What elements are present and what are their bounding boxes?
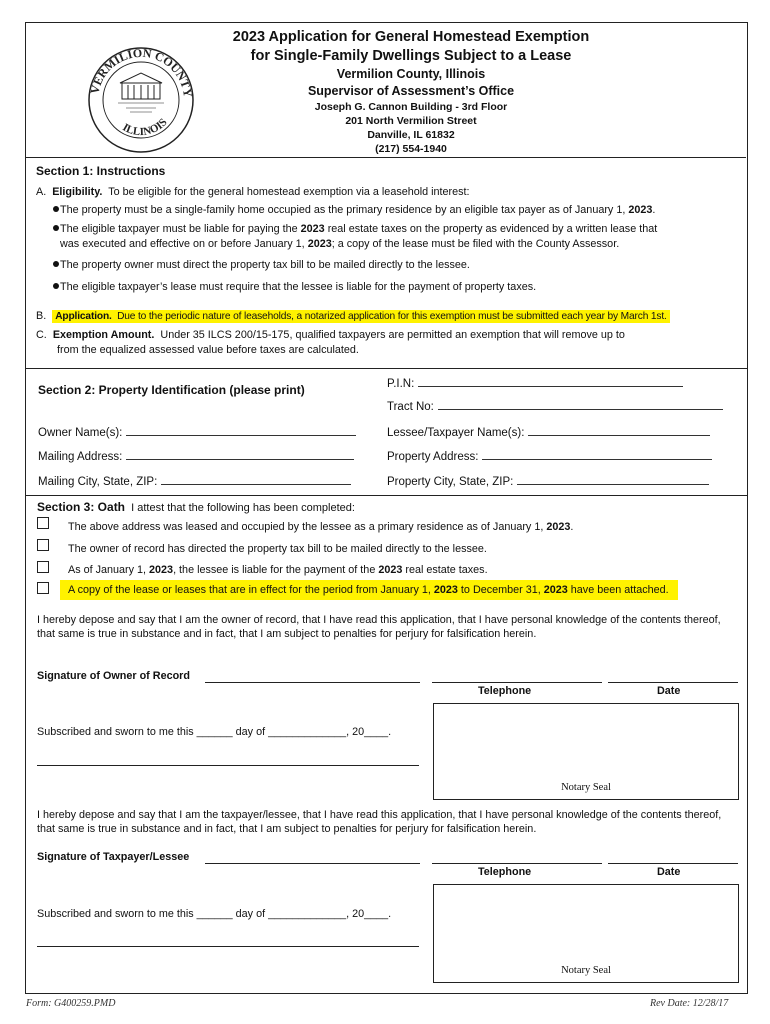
owner-signature-line[interactable] xyxy=(205,682,420,683)
property-city-field[interactable]: Property City, State, ZIP: xyxy=(387,475,709,488)
mailing-address-field[interactable]: Mailing Address: xyxy=(38,450,354,463)
taxpayer-notary-signature-line[interactable] xyxy=(37,946,419,947)
owner-signature-label: Signature of Owner of Record xyxy=(37,670,190,682)
taxpayer-sworn-text: Subscribed and sworn to me this ______ day of _____________, 20____. xyxy=(37,908,392,920)
eligibility-line xyxy=(36,185,736,199)
tract-field[interactable]: Tract No: xyxy=(387,400,723,413)
taxpayer-depose-text: I hereby depose and say that I am the taxpayer/lessee, that I have read this application, that I have personal knowledge of the contents thereof, that same is true in substance and in fact, that I am subject to penalties for perjury for falsification herein. xyxy=(37,809,722,835)
oath-checkbox-1[interactable] xyxy=(37,517,49,529)
oath-item-2: The owner of record has directed the property tax bill to be mailed directly to the lessee. xyxy=(68,543,487,555)
bullet-1: The property must be a single-family home occupied as the primary residence by an eligible tax payer as of January 1, 2023. xyxy=(60,203,720,217)
section-divider xyxy=(25,495,748,496)
owner-name-field[interactable]: Owner Name(s): xyxy=(38,426,356,439)
owner-sworn-text: Subscribed and sworn to me this ______ day of _____________, 20____. xyxy=(37,726,392,738)
owner-notary-signature-line[interactable] xyxy=(37,765,419,766)
oath-checkbox-3[interactable] xyxy=(37,561,49,573)
notary-seal-label: Notary Seal xyxy=(561,965,611,976)
taxpayer-notary-seal-box xyxy=(433,884,739,983)
taxpayer-signature-label: Signature of Taxpayer/Lessee xyxy=(37,851,190,863)
section1-title: Section 1: Instructions xyxy=(36,164,166,178)
section3-intro: I attest that the following has been completed: xyxy=(131,502,355,514)
lessee-name-field[interactable]: Lessee/Taxpayer Name(s): xyxy=(387,426,710,439)
section3-header xyxy=(37,500,355,514)
a-letter: A. xyxy=(36,186,47,198)
exemption-text-cont: from the equalized assessed value before taxes are calculated. xyxy=(57,344,359,356)
revision-date: Rev Date: 12/28/17 xyxy=(650,998,729,1009)
office-name: Supervisor of Assessment’s Office xyxy=(307,84,515,98)
oath-item-4: A copy of the lease or leases that are in effect for the period from January 1, 2023 to December 31, 2023 have been attached. xyxy=(60,580,678,600)
header-text xyxy=(176,28,646,156)
form-title: 2023 Application for General Homestead Exemption xyxy=(232,29,590,45)
form-number: Form: G400259.PMD xyxy=(26,998,116,1009)
c-letter: C. xyxy=(36,329,47,341)
section2-title: Section 2: Property Identification (please print) xyxy=(38,383,305,397)
taxpayer-telephone-label: Telephone xyxy=(478,866,532,878)
bullet-4: The eligible taxpayer’s lease must require that the lessee is liable for the payment of property taxes. xyxy=(60,280,720,294)
taxpayer-signature-line[interactable] xyxy=(205,863,420,864)
application-line xyxy=(36,309,736,324)
eligibility-text: To be eligible for the general homestead exemption via a leasehold interest: xyxy=(108,186,470,198)
oath-item-1: The above address was leased and occupied by the lessee as a primary residence as of January 1, 2023. xyxy=(68,521,574,533)
eligibility-heading: Eligibility. xyxy=(52,186,103,198)
street-line: 201 North Vermilion Street xyxy=(345,115,477,127)
phone-line: (217) 554-1940 xyxy=(375,143,447,155)
owner-telephone-line[interactable] xyxy=(432,682,602,683)
oath-checkbox-4[interactable] xyxy=(37,582,49,594)
county-name: Vermilion County, Illinois xyxy=(336,67,486,81)
taxpayer-date-label: Date xyxy=(657,866,681,878)
bullet-2: The eligible taxpayer must be liable for paying the 2023 real estate taxes on the property as evidenced by a written lease that xyxy=(60,222,720,236)
owner-depose-text: I hereby depose and say that I am the owner of record, that I have read this application, that I have personal knowledge of the contents thereof, that same is true in substance and in fact, that I am subject to penalties for perjury for falsification herein. xyxy=(37,614,721,640)
svg-text:VERMILION COUNTY: VERMILION COUNTY xyxy=(87,45,196,99)
owner-telephone-label: Telephone xyxy=(478,685,532,697)
application-text: Due to the periodic nature of leaseholds, a notarized application for this exemption must be submitted each year by March 1st. xyxy=(117,311,667,322)
taxpayer-telephone-line[interactable] xyxy=(432,863,602,864)
section-divider xyxy=(25,368,748,369)
exemption-heading: Exemption Amount. xyxy=(52,329,155,341)
owner-notary-seal-box xyxy=(433,703,739,800)
application-heading: Application. xyxy=(55,311,112,322)
exemption-line xyxy=(36,328,736,342)
bullet-3: The property owner must direct the property tax bill to be mailed directly to the lessee. xyxy=(60,258,720,272)
application-highlight xyxy=(52,310,670,323)
oath-item-3: As of January 1, 2023, the lessee is liable for the payment of the 2023 real estate taxes. xyxy=(68,564,488,576)
mailing-city-field[interactable]: Mailing City, State, ZIP: xyxy=(38,475,351,488)
notary-seal-label: Notary Seal xyxy=(561,782,611,793)
pin-field[interactable]: P.I.N: xyxy=(387,377,683,390)
b-letter: B. xyxy=(36,310,47,322)
owner-date-label: Date xyxy=(657,685,681,697)
property-address-field[interactable]: Property Address: xyxy=(387,450,712,463)
oath-checkbox-2[interactable] xyxy=(37,539,49,551)
form-header xyxy=(26,23,746,158)
owner-date-line[interactable] xyxy=(608,682,738,683)
svg-text:ILLINOIS: ILLINOIS xyxy=(120,116,170,139)
city-line: Danville, IL 61832 xyxy=(367,129,455,141)
building-line: Joseph G. Cannon Building - 3rd Floor xyxy=(314,101,508,113)
form-subtitle: for Single-Family Dwellings Subject to a Lease xyxy=(250,48,572,64)
section3-title: Section 3: Oath xyxy=(37,500,126,514)
exemption-text: Under 35 ILCS 200/15-175, qualified taxpayers are permitted an exemption that will remove up to xyxy=(160,329,625,341)
taxpayer-date-line[interactable] xyxy=(608,863,738,864)
bullet-2-cont: was executed and effective on or before January 1, 2023; a copy of the lease must be filed with the County Assessor. xyxy=(60,238,620,250)
